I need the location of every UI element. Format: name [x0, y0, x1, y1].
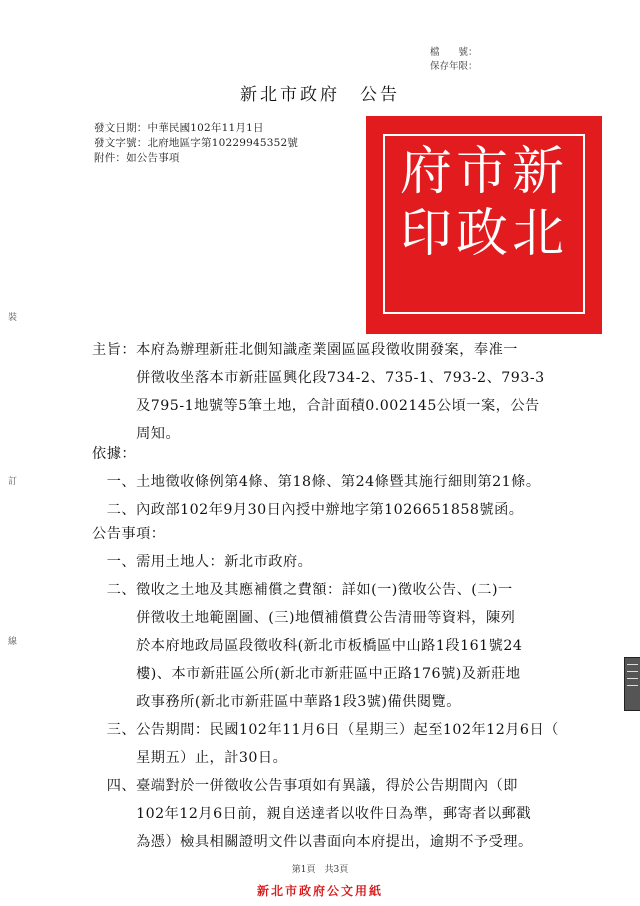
binding-mark-staple: 訂 — [8, 477, 18, 487]
footer-paper-label: 新北市政府公文用紙 — [256, 884, 383, 898]
basis-line: 二、內政部102年9月30日內授中辦地字第1026651858號函。 — [92, 502, 524, 518]
official-seal — [366, 116, 602, 334]
binding-mark-line: 線 — [8, 637, 18, 647]
item-line: 為憑）檢具相關證明文件以書面向本府提出，逾期不予受理。 — [92, 834, 533, 850]
basis-heading: 依據： — [92, 446, 137, 462]
file-number-label: 檔 號： — [430, 47, 478, 58]
subject-section — [92, 336, 545, 448]
item-line: 三、公告期間：民國102年11月6日（星期三）起至102年12月6日（ — [92, 722, 559, 738]
seal-character: 府 — [400, 142, 453, 202]
basis-section — [92, 440, 541, 524]
item-line: 樓)、本市新莊區公所(新北市新莊區中正路176號)及新莊地 — [92, 666, 521, 682]
item-line: 併徵收土地範圍圖、(三)地價補償費公告清冊等資料，陳列 — [92, 610, 516, 626]
item-line: 政事務所(新北市新莊區中華路1段3號)備供閱覽。 — [92, 694, 461, 710]
document-reference-number: 發文字號：北府地區字第10229945352號 — [94, 137, 299, 149]
subject-line: 及795-1地號等5筆土地，合計面積0.002145公頃一案，公告 — [92, 398, 540, 414]
margin-stamp — [624, 657, 640, 711]
item-line: 102年12月6日前，親自送達者以收件日為準，郵寄者以郵戳 — [92, 806, 532, 822]
seal-character: 政 — [456, 204, 509, 264]
item-line: 星期五）止，計30日。 — [92, 750, 288, 766]
seal-character: 北 — [512, 204, 565, 264]
issue-date: 發文日期：中華民國102年11月1日 — [94, 122, 264, 134]
seal-character: 印 — [400, 204, 453, 264]
item-line: 一、需用土地人：新北市政府。 — [92, 554, 313, 570]
subject-line: 併徵收坐落本市新莊區興化段734-2、735-1、793-2、793-3 — [92, 370, 545, 386]
items-heading: 公告事項： — [92, 526, 166, 542]
items-section — [92, 520, 559, 856]
document-title: 新北市政府 公告 — [240, 85, 400, 105]
basis-line: 一、土地徵收條例第4條、第18條、第24條暨其施行細則第21條。 — [92, 474, 541, 490]
subject-line: 周知。 — [92, 426, 181, 442]
retention-period-label: 保存年限： — [430, 61, 478, 72]
attachment-note: 附件：如公告事項 — [94, 152, 180, 164]
subject-line: 主旨：本府為辦理新莊北側知識產業園區區段徵收開發案，奉准一 — [92, 342, 518, 358]
item-line: 二、徵收之土地及其應補償之費額：詳如(一)徵收公告、(二)一 — [92, 582, 513, 598]
seal-character: 市 — [456, 142, 509, 202]
binding-mark-bind: 裝 — [8, 313, 18, 323]
item-line: 於本府地政局區段徵收科(新北市板橋區中山路1段161號24 — [92, 638, 523, 654]
seal-character: 新 — [512, 142, 565, 202]
page-number: 第1頁 共3頁 — [291, 865, 349, 875]
item-line: 四、臺端對於一併徵收公告事項如有異議，得於公告期間內（即 — [92, 778, 518, 794]
